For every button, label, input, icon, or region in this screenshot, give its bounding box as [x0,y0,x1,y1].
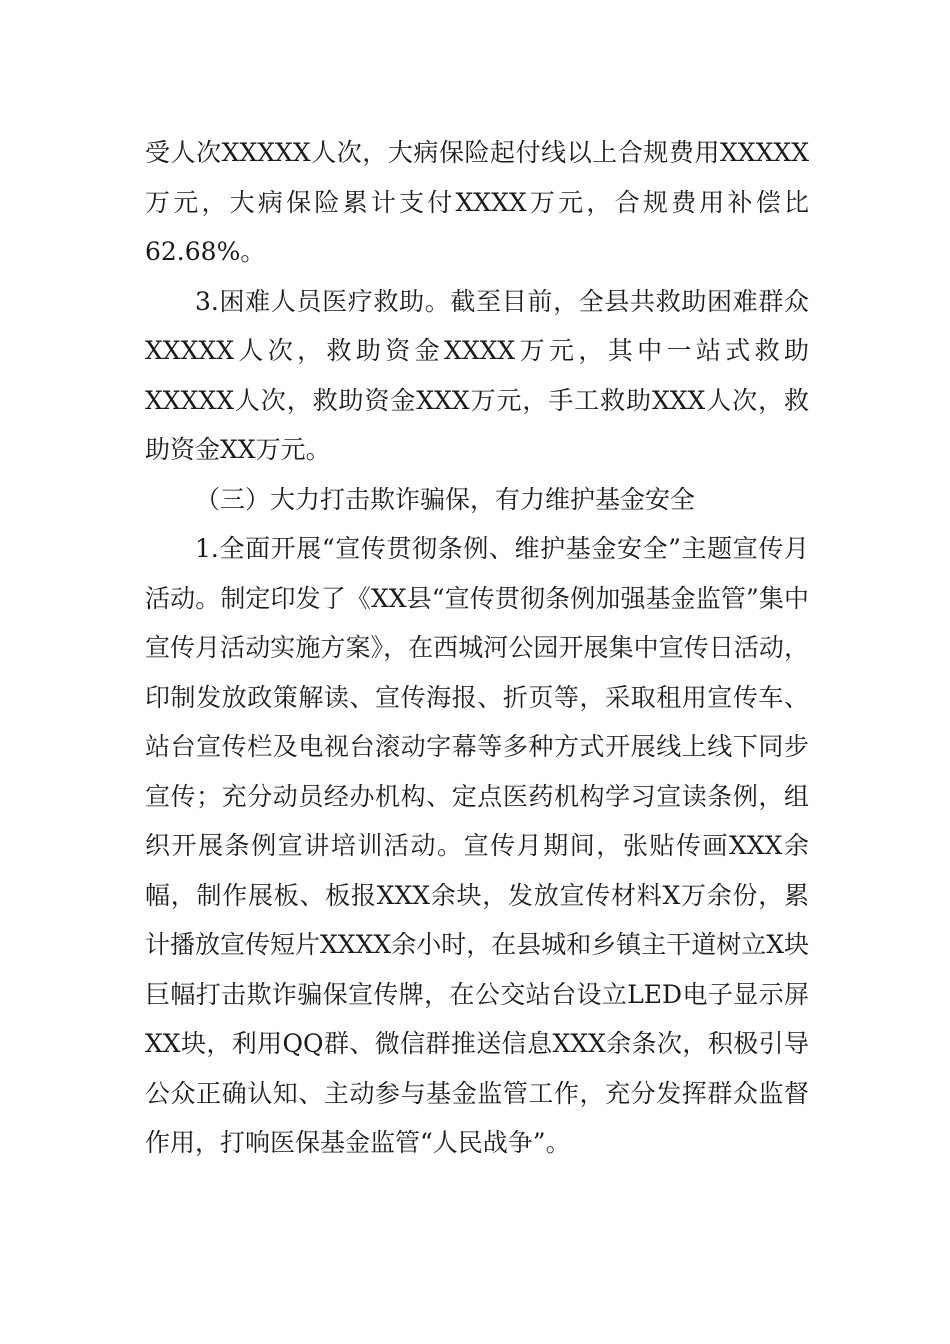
paragraph-medical-aid: 3.困难人员医疗救助。截至目前，全县共救助困难群众XXXXX人次，救助资金XXXX万元，其中一站式救助XXXXX人次，救助资金XXX万元，手工救助XXX人次，救助资金XX万元。 [145,286,809,464]
paragraph-insurance-summary: 受人次XXXXX人次，大病保险起付线以上合规费用XXXXX万元，大病保险累计支付XXXX万元，合规费用补偿比62.68%。 [145,138,809,266]
section-heading-fraud: （三）大力打击欺诈骗保，有力维护基金安全 [195,484,696,514]
document-body [145,128,809,1168]
paragraph-publicity-month: 1.全面开展“宣传贯彻条例、维护基金安全”主题宣传月活动。制定印发了《XX县“宣传贯彻条例加强基金监管”集中宣传月活动实施方案》，在西城河公园开展集中宣传日活动，印制发放政策解读、宣传海报、折页等，采取租用宣传车、站台宣传栏及电视台滚动字幕等多种方式开展线上线下同步宣传；充分动员经办机构、定点医药机构学习宣读条例，组织开展条例宣讲培训活动。宣传月期间，张贴传画XXX余幅，制作展板、板报XXX余块，发放宣传材料X万余份，累计播放宣传短片XXXX余小时，在县城和乡镇主干道树立X块巨幅打击欺诈骗保宣传牌，在公交站台设立LED电子显示屏XX块，利用QQ群、微信群推送信息XXX余条次，积极引导公众正确认知、主动参与基金监管工作，充分发挥群众监督作用，打响医保基金监管“人民战争”。 [145,534,809,1157]
